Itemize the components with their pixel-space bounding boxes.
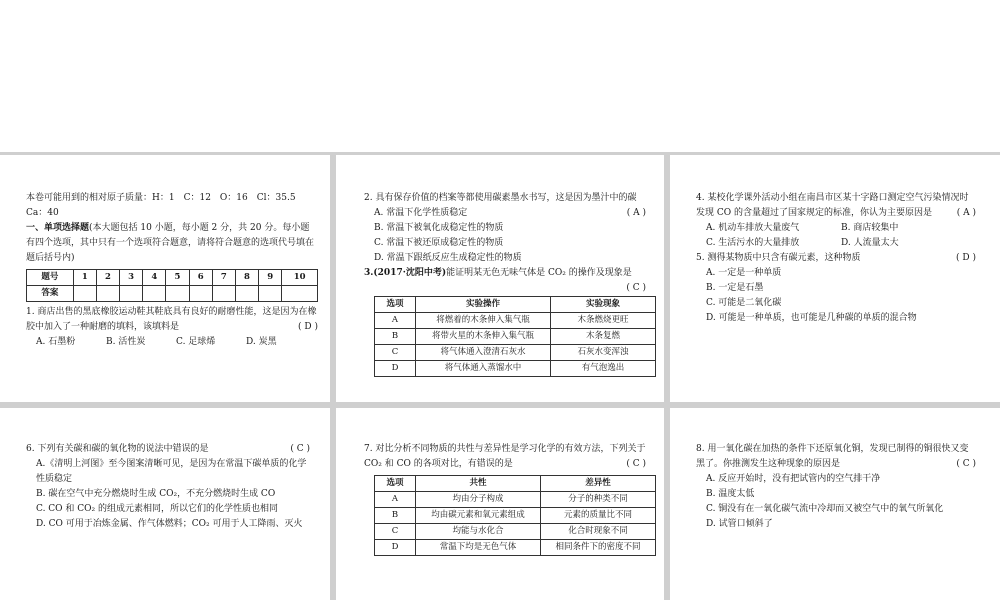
question-stem: 能证明某无色无味气体是 CO₂ 的操作及现象是 [446,268,632,278]
page-panel-1 [0,155,330,402]
answer-bracket: ( C ) [956,459,976,469]
option: C. 生活污水的大量排放 [706,238,800,248]
question-number: 9 [259,270,282,286]
table-header: 实验现象 [551,297,656,313]
page-panel-4 [0,408,330,600]
table-header: 共性 [416,476,541,492]
table-row [375,329,656,345]
table-row [375,361,656,377]
answer-cell[interactable] [73,286,96,302]
table-header: 实验操作 [416,297,551,313]
section-note: (本大题包括 10 小题，每小题 2 分，共 20 分。每小题有四个选项，其中只有一个选项符合题意，请将符合题意的选项代号填在题后括号内) [26,223,315,263]
table-cell: 相同条件下的密度不同 [541,540,656,556]
question-stem: 4. 某校化学课外活动小组在南昌市区某十字路口测定空气污染情况时发现 CO 的含量超过了国家规定的标准，你认为主要原因是 [696,193,969,218]
table-row [375,492,656,508]
question-number: 2 [96,270,119,286]
question-3 [364,266,646,293]
answer-table-label: 答案 [27,286,74,302]
table-cell: 均由分子构成 [416,492,541,508]
page-panel-2 [336,155,664,402]
question-number: 3. [364,268,374,278]
question-stem: 7. 对比分析不同物质的共性与差异性是学习化学的有效方法，下列关于 CO₂ 和 CO 的各项对比，有错误的是 [364,444,646,469]
options-row [26,335,318,350]
page-panel-3 [670,155,1000,402]
answer-bracket: ( D ) [956,253,976,263]
table-cell: D [375,540,416,556]
option: A. 机动车排放大量废气 [706,223,800,233]
table-row [27,270,318,286]
question-number: 6 [189,270,212,286]
table-cell: 将带火星的木条伸入集气瓶 [416,329,551,345]
table-cell: 常温下均是无色气体 [416,540,541,556]
table-header: 选项 [375,297,416,313]
question-number: 3 [120,270,143,286]
table-row [27,286,318,302]
table-row [375,345,656,361]
question-number: 7 [212,270,235,286]
answer-bracket: ( C ) [290,444,310,454]
table-cell: 均由碳元素和氧元素组成 [416,508,541,524]
answer-cell[interactable] [143,286,166,302]
table-header: 选项 [375,476,416,492]
table-row [375,476,656,492]
table-cell: 化合时现象不同 [541,524,656,540]
table-cell: 将气体通入澄清石灰水 [416,345,551,361]
question-1 [26,305,318,335]
option: D. 人流量太大 [841,238,899,248]
answer-table-label: 题号 [27,270,74,286]
table-row [375,313,656,329]
question-4 [696,191,976,221]
table-cell: B [375,329,416,345]
option: A.《清明上河图》至今图案清晰可见，是因为在常温下碳单质的化学性质稳定 [36,459,307,484]
question-source: (2017·沈阳中考) [373,268,447,278]
option: A. 反应开始时，没有把试管内的空气排干净 [706,474,881,484]
answer-bracket: ( A ) [626,208,646,218]
option: C. 常温下被还原成稳定性的物质 [374,238,504,248]
option: C. 足球烯 [176,337,216,347]
question-number: 8 [235,270,258,286]
option: A. 一定是一种单质 [706,268,782,278]
atomic-masses-line: 本卷可能用到的相对原子质量：H：1 C：12 O：16 Cl：35.5 Ca：40 [26,193,305,218]
question-number: 10 [282,270,318,286]
page-panel-5 [336,408,664,600]
table-cell: 元素的质量比不同 [541,508,656,524]
table-cell: 木条复燃 [551,329,656,345]
option: A. 常温下化学性质稳定 [374,208,468,218]
question-number: 4 [143,270,166,286]
option: D. 常温下跟纸反应生成稳定性的物质 [374,253,522,263]
option: B. 一定是石墨 [706,283,764,293]
answer-table [26,269,318,302]
table-cell: 将燃着的木条伸入集气瓶 [416,313,551,329]
answer-cell[interactable] [189,286,212,302]
question-stem: 8. 用一氧化碳在加热的条件下还原氧化铜，发现已制得的铜很快又变黑了。你推测发生这种现象的原因是 [696,444,969,469]
table-cell: C [375,345,416,361]
question-6 [26,442,310,457]
page-panel-6 [670,408,1000,600]
option: B. 商店较集中 [841,223,899,233]
question-7 [364,442,646,472]
answer-bracket: ( D ) [298,322,318,332]
answer-cell[interactable] [212,286,235,302]
answer-cell[interactable] [259,286,282,302]
table-cell: 分子的种类不同 [541,492,656,508]
answer-bracket: ( A ) [956,208,976,218]
answer-cell[interactable] [235,286,258,302]
question-number: 5 [166,270,189,286]
table-cell: 木条燃烧更旺 [551,313,656,329]
option: B. 常温下被氧化成稳定性的物质 [374,223,504,233]
table-cell: 将气体通入蒸馏水中 [416,361,551,377]
table-header: 差异性 [541,476,656,492]
options-row [696,221,976,236]
option: C. CO 和 CO₂ 的组成元素相同，所以它们的化学性质也相同 [36,504,279,514]
question-8 [696,442,976,472]
table-cell: A [375,492,416,508]
answer-cell[interactable] [96,286,119,302]
table-cell: B [375,508,416,524]
option: D. CO 可用于冶炼金属、作气体燃料；CO₂ 可用于人工降雨、灭火 [36,519,303,529]
table-row [375,524,656,540]
answer-bracket: ( C ) [626,283,646,293]
question-stem: 2. 具有保存价值的档案等都使用碳素墨水书写，这是因为墨汁中的碳 [364,193,637,203]
table-cell: D [375,361,416,377]
table-cell: 石灰水变浑浊 [551,345,656,361]
answer-cell[interactable] [166,286,189,302]
answer-cell[interactable] [120,286,143,302]
options-row [696,236,976,251]
answer-cell[interactable] [282,286,318,302]
table-cell: A [375,313,416,329]
question-stem: 5. 测得某物质中只含有碳元素，这种物质 [696,253,861,263]
section-header [26,221,318,266]
option: B. 温度太低 [706,489,755,499]
table-row [375,508,656,524]
answer-bracket: ( C ) [626,459,646,469]
question-stem: 6. 下列有关碳和碳的氧化物的说法中错误的是 [26,444,209,454]
table-row [375,540,656,556]
question-stem: 1. 商店出售的黑底橡胶运动鞋其鞋底具有良好的耐磨性能，这是因为在橡胶中加入了一种耐磨的填料，该填料是 [26,307,317,332]
option: C. 铜没有在一氧化碳气流中冷却而又被空气中的氧气所氧化 [706,504,944,514]
option: D. 试管口倾斜了 [706,519,773,529]
option: A. 石墨粉 [36,337,76,347]
experiment-table [374,296,656,377]
question-number: 1 [73,270,96,286]
section-title: 一、单项选择题 [26,223,90,233]
table-cell: 有气泡逸出 [551,361,656,377]
option: B. 碳在空气中充分燃烧时生成 CO₂，不充分燃烧时生成 CO [36,489,276,499]
option: D. 可能是一种单质，也可能是几种碳的单质的混合物 [706,313,917,323]
comparison-table [374,475,656,556]
table-row [375,297,656,313]
table-cell: C [375,524,416,540]
option: C. 可能是二氧化碳 [706,298,782,308]
table-cell: 均能与水化合 [416,524,541,540]
option: B. 活性炭 [106,337,146,347]
question-5 [696,251,976,266]
option: D. 炭黑 [246,337,277,347]
